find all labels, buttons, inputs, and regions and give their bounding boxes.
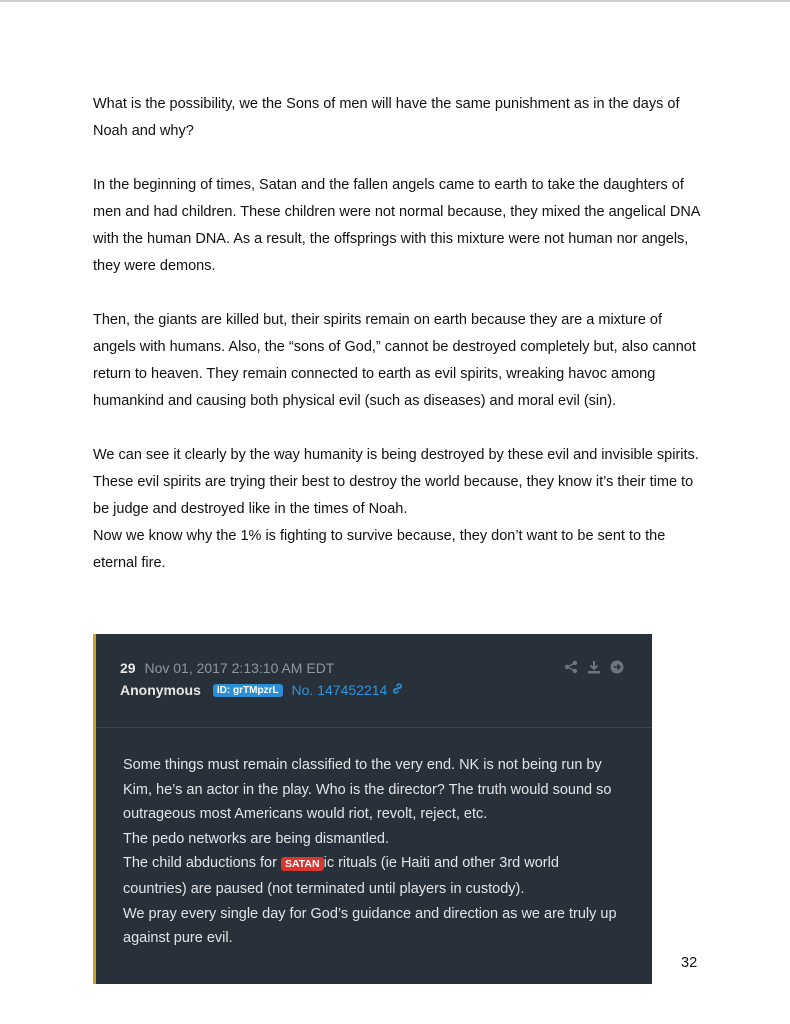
document-body bbox=[93, 91, 708, 604]
post-author: Anonymous bbox=[120, 682, 201, 698]
paragraph-giants: Then, the giants are killed but, their spirits remain on earth because they are a mixture of angels with humans. Also, the “sons of God,” cannot be destroyed completely but, also cannot return to heaven. They remain connected to earth as evil spirits, wreaking havoc among humankind and causing both physical evil (such as diseases) and moral evil (sin). bbox=[93, 312, 696, 409]
post-body bbox=[96, 728, 652, 951]
paragraph-beginning: In the beginning of times, Satan and the fallen angels came to earth to take the daughters of men and had children. These children were not normal because, they mixed the angelical DNA with the human DNA. As a result, the offsprings with this mixture were not human nor angels, they were demons. bbox=[93, 177, 700, 274]
post-date: Nov 01, 2017 2:13:10 AM EDT bbox=[144, 660, 335, 676]
post-line-abductions-suffix: ic rituals (ie Haiti and other 3rd world countries) are paused (not terminated until players in custody). bbox=[123, 855, 559, 897]
post-header bbox=[96, 634, 652, 728]
page-top-rule bbox=[0, 0, 790, 2]
post-line-abductions-prefix: The child abductions for bbox=[123, 855, 281, 872]
paragraph-evil-spirits: We can see it clearly by the way humanity is being destroyed by these evil and invisible spirits. These evil spirits are trying their best to destroy the world because, they know it’s their time to be judge and destroyed like in the times of Noah. bbox=[93, 447, 699, 517]
link-icon[interactable] bbox=[391, 682, 404, 698]
post-number: 29 bbox=[120, 660, 136, 676]
paragraph-one-percent: Now we know why the 1% is fighting to survive because, they don’t want to be sent to the eternal fire. bbox=[93, 528, 666, 571]
arrow-right-circle-icon[interactable] bbox=[610, 660, 624, 674]
id-badge[interactable]: ID: grTMpzrL bbox=[213, 684, 283, 697]
highlight-tag: SATAN bbox=[281, 857, 324, 871]
post-line-networks: The pedo networks are being dismantled. bbox=[123, 830, 389, 847]
page-number: 32 bbox=[681, 955, 698, 971]
download-icon[interactable] bbox=[587, 660, 601, 674]
embedded-post-screenshot bbox=[93, 634, 652, 984]
post-line-abductions bbox=[123, 851, 622, 901]
share-icon[interactable] bbox=[564, 660, 578, 674]
post-number-link[interactable]: No. 147452214 bbox=[291, 682, 388, 698]
post-actions bbox=[564, 660, 624, 674]
post-author-row bbox=[120, 682, 652, 698]
post-line-classified: Some things must remain classified to the very end. NK is not being run by Kim, he’s an actor in the play. Who is the director? The truth would sound so outrageous most Americans would riot, revolt, reject, etc. bbox=[123, 757, 612, 823]
paragraph-question: What is the possibility, we the Sons of men will have the same punishment as in the days of Noah and why? bbox=[93, 96, 680, 139]
post-line-pray: We pray every single day for God’s guidance and direction as we are truly up against pure evil. bbox=[123, 905, 617, 947]
